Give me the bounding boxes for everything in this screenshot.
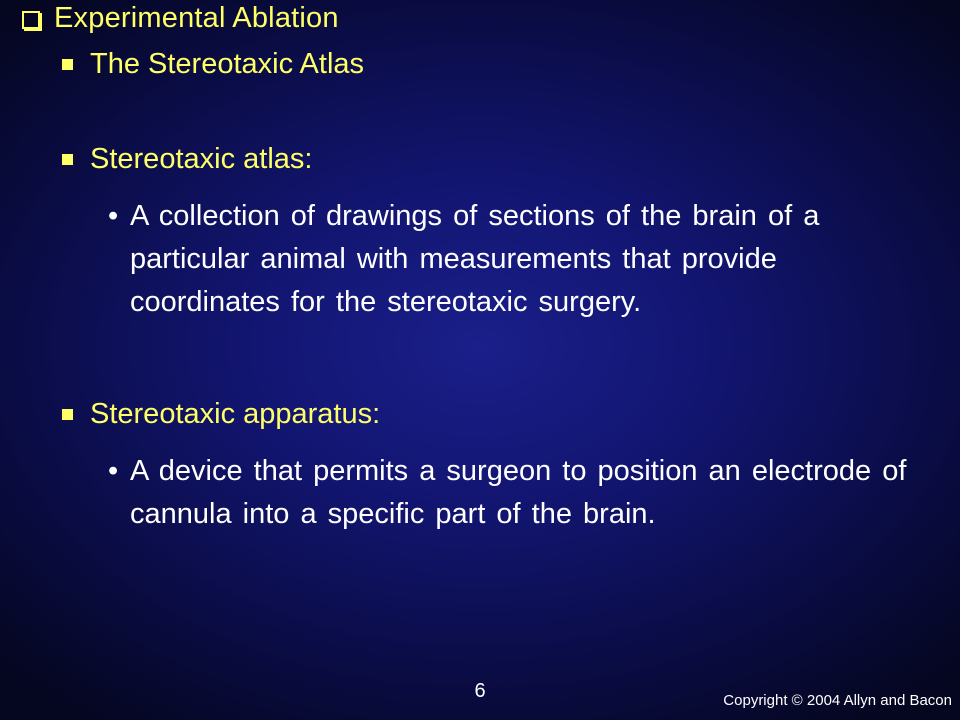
bullet-apparatus xyxy=(108,450,928,536)
bullet-text: A collection of drawings of sections of the brain of a particular animal with measurements that provide coordinates for the stereotaxic surgery. xyxy=(130,200,820,318)
subheading xyxy=(62,48,364,81)
copyright-notice: Copyright © 2004 Allyn and Bacon xyxy=(723,692,952,709)
bullet-atlas xyxy=(108,195,928,324)
dot-icon: • xyxy=(108,200,119,232)
bullet-text: A device that permits a surgeon to position an electrode of cannula into a specific part of the brain. xyxy=(130,455,907,530)
section-title-text: Stereotaxic atlas: xyxy=(90,143,313,175)
filled-square-icon xyxy=(62,59,73,70)
section-title-atlas xyxy=(62,143,312,176)
section-title-text: Stereotaxic apparatus: xyxy=(90,398,381,430)
heading-text: Experimental Ablation xyxy=(54,2,339,34)
filled-square-icon xyxy=(62,154,73,165)
subheading-text: The Stereotaxic Atlas xyxy=(90,48,365,80)
page-number: 6 xyxy=(474,680,486,702)
filled-square-icon xyxy=(62,409,73,420)
dot-icon: • xyxy=(108,455,119,487)
section-title-apparatus xyxy=(62,398,380,431)
slide-heading xyxy=(22,2,339,35)
hollow-square-icon xyxy=(22,11,40,29)
